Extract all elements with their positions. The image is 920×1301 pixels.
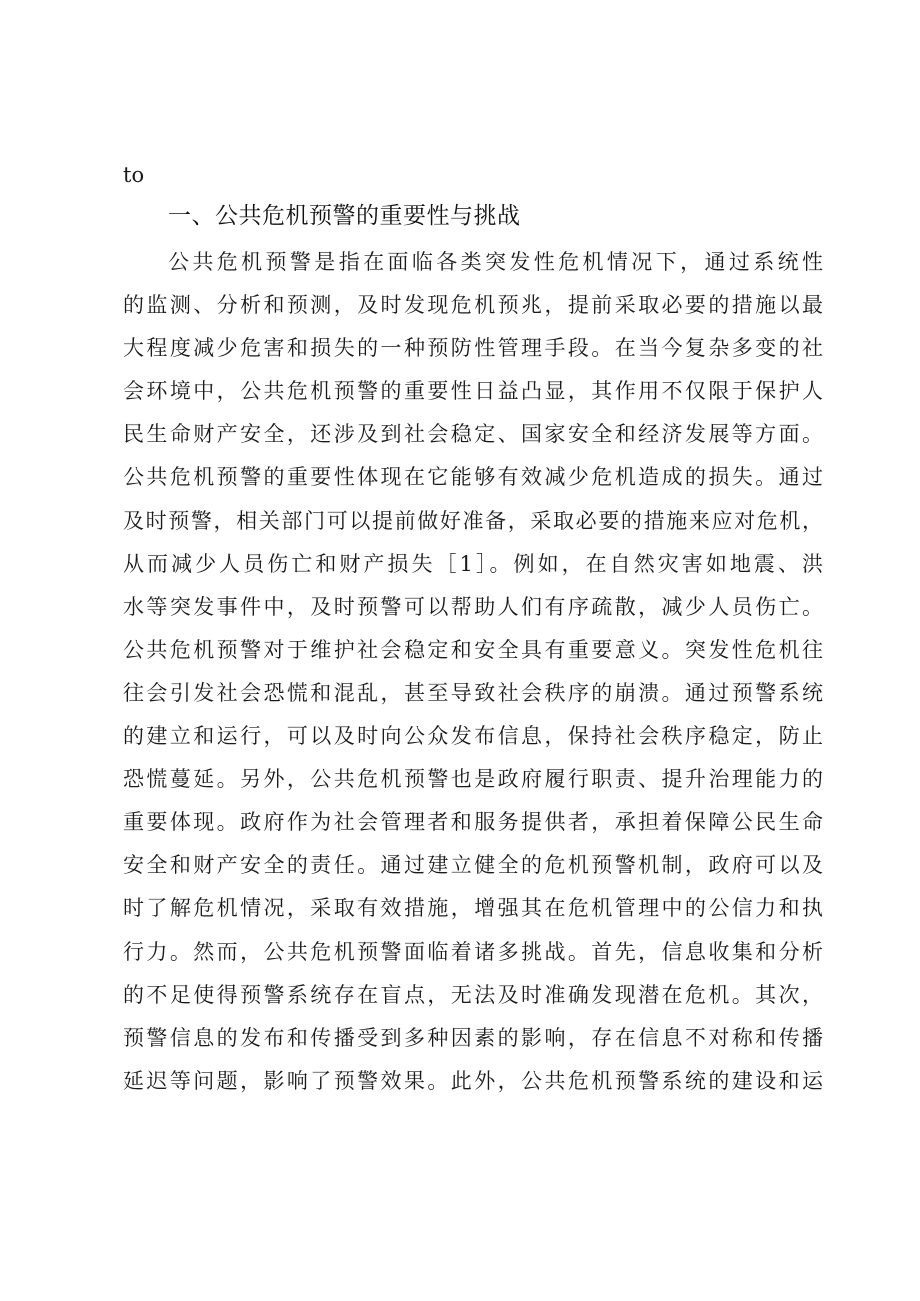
body-line: 从而减少人员伤亡和财产损失［1］。例如，在自然灾害如地震、洪 xyxy=(123,551,823,576)
body-line: 的建立和运行，可以及时向公众发布信息，保持社会秩序稳定，防止 xyxy=(123,724,823,749)
stray-text: to xyxy=(123,163,145,187)
body-line: 的监测、分析和预测，及时发现危机预兆，提前采取必要的措施以最 xyxy=(123,293,823,318)
body-line: 民生命财产安全，还涉及到社会稳定、国家安全和经济发展等方面。 xyxy=(123,422,823,447)
body-line: 恐慌蔓延。另外，公共危机预警也是政府履行职责、提升治理能力的 xyxy=(123,767,823,792)
body-line: 预警信息的发布和传播受到多种因素的影响，存在信息不对称和传播 xyxy=(123,1025,823,1050)
body-line: 及时预警，相关部门可以提前做好准备，采取必要的措施来应对危机， xyxy=(123,508,823,533)
body-line: 公共危机预警是指在面临各类突发性危机情况下，通过系统性 xyxy=(168,250,823,274)
body-line: 会环境中，公共危机预警的重要性日益凸显，其作用不仅限于保护人 xyxy=(123,379,823,404)
body-line: 水等突发事件中，及时预警可以帮助人们有序疏散，减少人员伤亡。 xyxy=(123,594,823,619)
body-line: 公共危机预警的重要性体现在它能够有效减少危机造成的损失。通过 xyxy=(123,465,823,490)
body-line: 时了解危机情况，采取有效措施，增强其在危机管理中的公信力和执 xyxy=(123,896,823,921)
body-line: 大程度减少危害和损失的一种预防性管理手段。在当今复杂多变的社 xyxy=(123,336,823,361)
body-line: 重要体现。政府作为社会管理者和服务提供者，承担着保障公民生命 xyxy=(123,810,823,835)
body-line: 公共危机预警对于维护社会稳定和安全具有重要意义。突发性危机往 xyxy=(123,637,823,662)
body-line: 行力。然而，公共危机预警面临着诸多挑战。首先，信息收集和分析 xyxy=(123,939,823,964)
body-paragraph xyxy=(123,241,823,1103)
section-heading: 一、公共危机预警的重要性与挑战 xyxy=(168,203,521,229)
body-line: 往会引发社会恐慌和混乱，甚至导致社会秩序的崩溃。通过预警系统 xyxy=(123,680,823,705)
body-line: 的不足使得预警系统存在盲点，无法及时准确发现潜在危机。其次， xyxy=(123,982,823,1007)
body-line: 延迟等问题，影响了预警效果。此外，公共危机预警系统的建设和运 xyxy=(123,1068,823,1093)
body-line: 安全和财产安全的责任。通过建立健全的危机预警机制，政府可以及 xyxy=(123,853,823,878)
